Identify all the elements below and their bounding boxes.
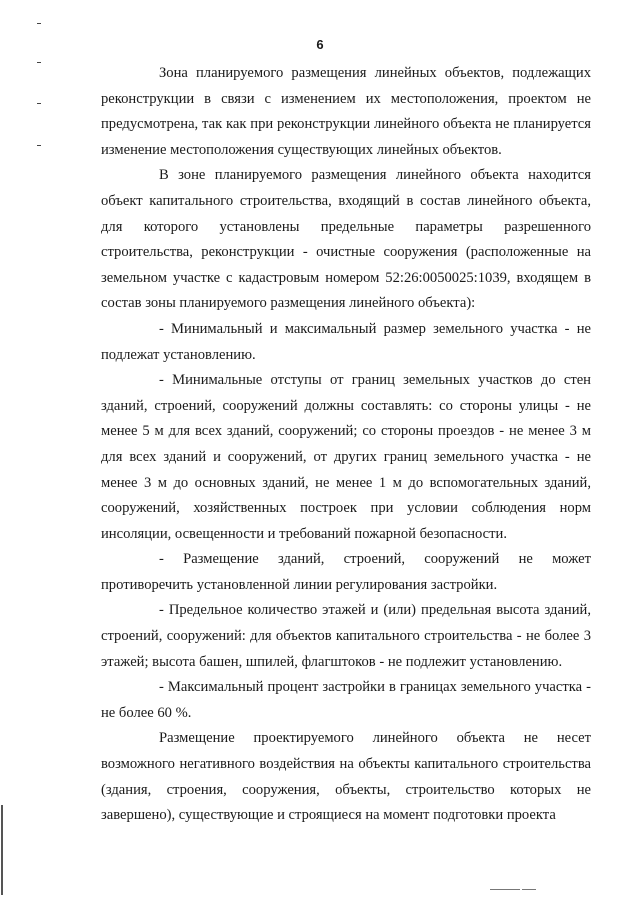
- paragraph: - Минимальные отступы от границ земельных участков до стен зданий, строений, сооружений должны составлять: со стороны улицы - не менее 5 м для всех зданий, сооружений; со стороны проездов - не менее 3 м для всех зданий и сооружений, от других границ земельного участка - не менее 3 м до основных зданий, не менее 1 м до вспомогательных зданий, сооружений, хозяйственных построек при условии соблюдения норм инсоляции, освещенности и требований пожарной безопасности.: [101, 372, 591, 542]
- margin-mark: [37, 103, 41, 104]
- paragraph: Зона планируемого размещения линейных объектов, подлежащих реконструкции в связи с изменением их местоположения, проектом не предусмотрена, так как при реконструкции линейного объекта не планируется изменение местоположения существующих линейных объектов.: [101, 65, 591, 158]
- margin-mark: [37, 62, 41, 63]
- document-body: [101, 61, 591, 829]
- paragraph: - Минимальный и максимальный размер земельного участка - не подлежат установлению.: [101, 320, 591, 363]
- paragraph: В зоне планируемого размещения линейного объекта находится объект капитального строительства, входящий в состав линейного объекта, для которого установлены предельные параметры разрешенного строительства, реконструкции - очистные сооружения (расположенные на земельном участке с кадастровым номером 52:26:0050025:1039, входящем в состав зоны планируемого размещения линейного объекта):: [101, 167, 591, 312]
- paragraph: - Размещение зданий, строений, сооружений не может противоречить установленной линии регулирования застройки.: [101, 551, 591, 593]
- scan-edge-line: [1, 805, 3, 895]
- margin-mark: [37, 23, 41, 24]
- margin-mark: [37, 145, 41, 146]
- scan-bottom-strokes: [490, 889, 520, 890]
- paragraph: - Предельное количество этажей и (или) предельная высота зданий, строений, сооружений: для объектов капитального строительства - не более 3 этажей; высота башен, шпилей, флагштоков - не подлежит установлению.: [101, 602, 591, 670]
- paragraph: Размещение проектируемого линейного объекта не несет возможного негативного воздействия на объекты капитального строительства (здания, строения, сооружения, объекты, строительство которых не завершено), существующие и строящиеся на момент подготовки проекта: [101, 730, 591, 824]
- paragraph: - Максимальный процент застройки в границах земельного участка - не более 60 %.: [101, 679, 591, 721]
- page-number: 6: [316, 37, 324, 52]
